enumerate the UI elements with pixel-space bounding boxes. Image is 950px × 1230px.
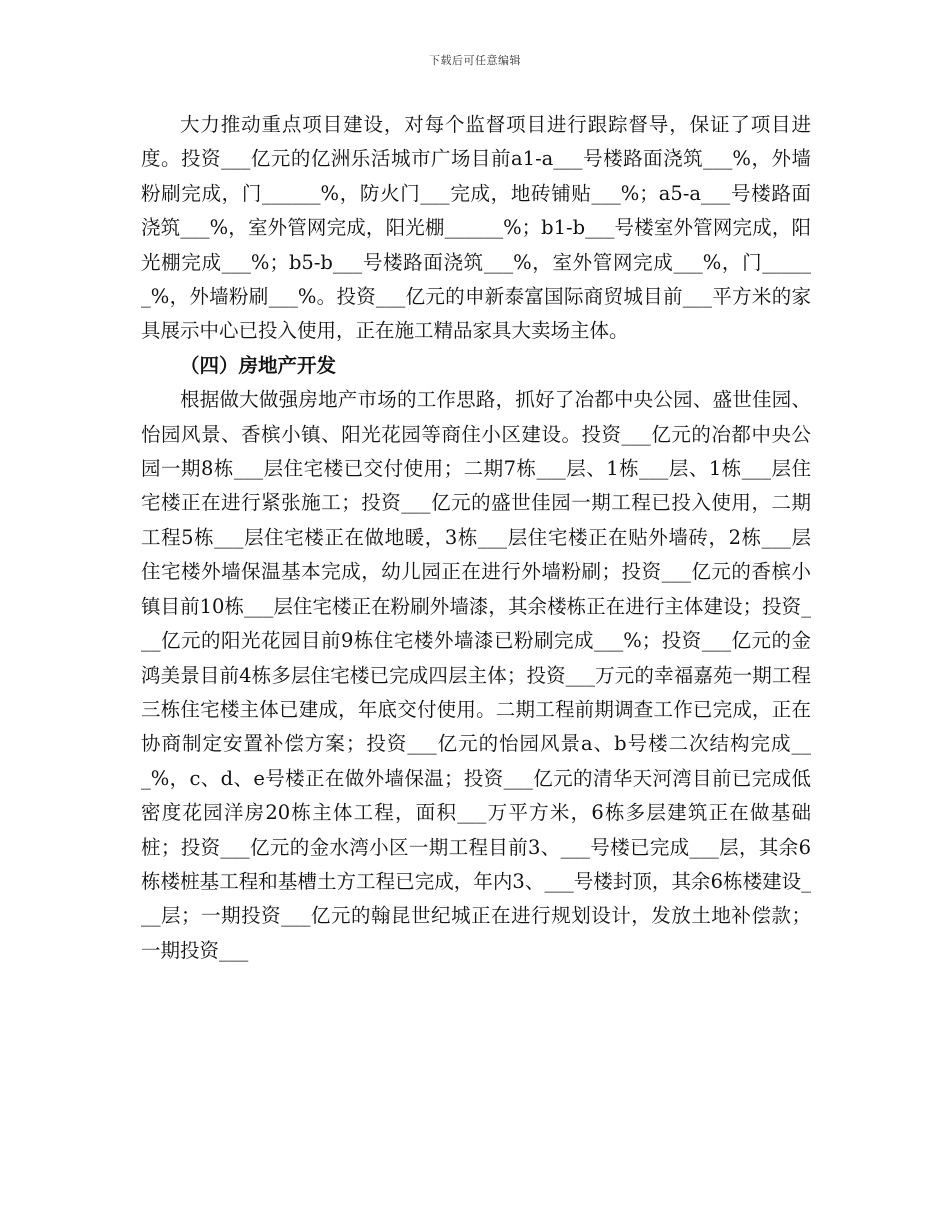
document-body xyxy=(141,108,811,968)
paragraph-key-projects: 大力推动重点项目建设，对每个监督项目进行跟踪督导，保证了项目进度。投资___亿元的亿洲乐活城市广场目前a1-a___号楼路面浇筑___%，外墙粉刷完成，门______%，防火门___完成，地砖铺贴___%；a5-a___号楼路面浇筑___%，室外管网完成，阳光棚______%；b1-b___号楼室外管网完成，阳光棚完成___%；b5-b___号楼路面浇筑___%，室外管网完成___%，门______%，外墙粉刷___%。投资___亿元的申新泰富国际商贸城目前___平方米的家具展示中心已投入使用，正在施工精品家具大卖场主体。 xyxy=(141,113,811,343)
paragraph-real-estate: 根据做大做强房地产市场的工作思路，抓好了冶都中央公园、盛世佳园、怡园风景、香槟小镇、阳光花园等商住小区建设。投资___亿元的冶都中央公园一期8栋___层住宅楼已交付使用；二期7栋___层、1栋___层、1栋___层住宅楼正在进行紧张施工；投资___亿元的盛世佳园一期工程已投入使用，二期工程5栋___层住宅楼正在做地暖，3栋___层住宅楼正在贴外墙砖，2栋___层住宅楼外墙保温基本完成，幼儿园正在进行外墙粉刷；投资___亿元的香槟小镇目前10栋___层住宅楼正在粉刷外墙漆，其余楼栋正在进行主体建设；投资___亿元的阳光花园目前9栋住宅楼外墙漆已粉刷完成___%；投资___亿元的金鸿美景目前4栋多层住宅楼已完成四层主体；投资___万元的幸福嘉苑一期工程三栋住宅楼主体已建成，年底交付使用。二期工程前期调查工作已完成，正在协商制定安置补偿方案；投资___亿元的怡园风景a、b号楼二次结构完成___%，c、d、e号楼正在做外墙保温；投资___亿元的清华天河湾目前已完成低密度花园洋房20栋主体工程，面积___万平方米，6栋多层建筑正在做基础桩；投资___亿元的金水湾小区一期工程目前3、___号楼已完成___层，其余6栋楼桩基工程和基槽土方工程已完成，年内3、___号楼封顶，其余6栋楼建设___层；一期投资___亿元的翰昆世纪城正在进行规划设计，发放土地补偿款；一期投资___ xyxy=(141,388,811,962)
page-header: 下载后可任意编辑 xyxy=(429,54,521,67)
section-heading-real-estate: （四）房地产开发 xyxy=(180,353,337,377)
